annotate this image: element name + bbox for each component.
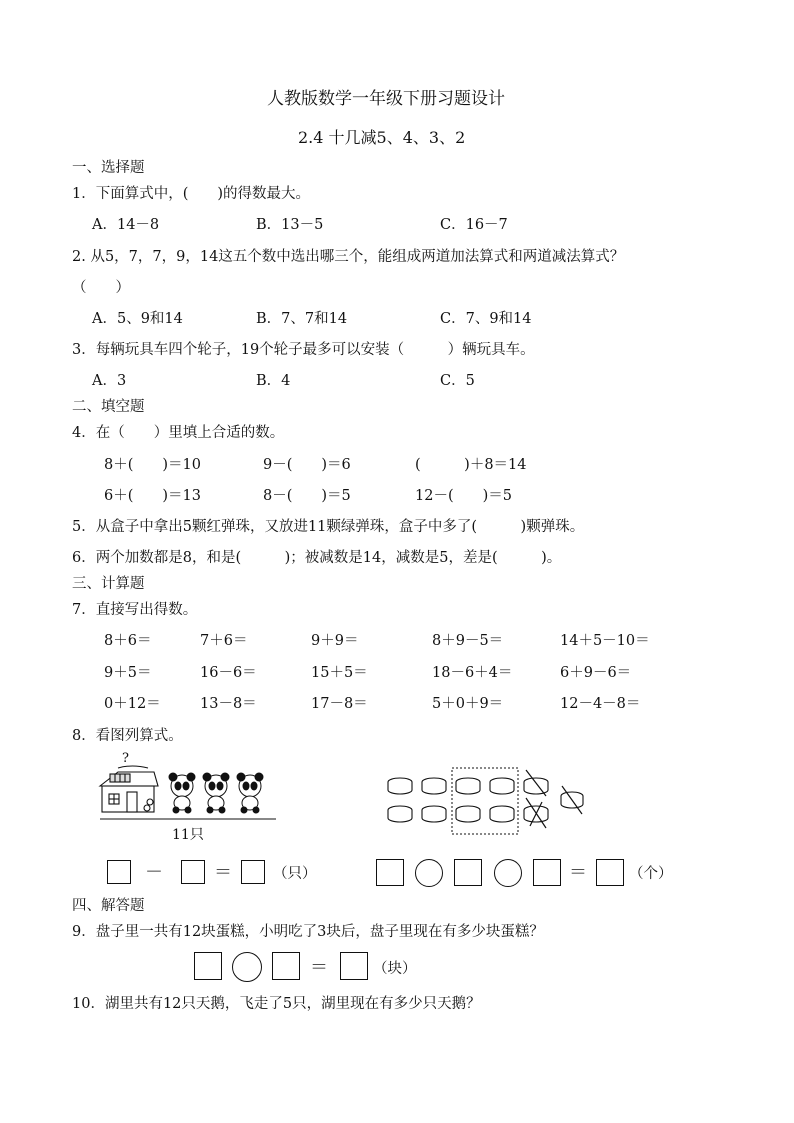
question-6-stem: 6．两个加数都是8，和是( )；被减数是14，减数是5，差是( )。 [72,550,562,566]
total-count-label: 11只 [172,827,204,843]
calc-item: 8＋9－5＝ [432,633,504,649]
panda-icon [237,773,263,813]
equals-sign: ＝ [214,862,232,883]
calc-item: 14＋5－10＝ [560,633,650,649]
calc-item: 5＋0＋9＝ [432,696,504,712]
cake-icon [456,778,480,794]
section-heading-solve: 四、解答题 [72,898,145,914]
answer-box[interactable] [241,860,265,884]
fill-expression: 9－( )＝6 [263,457,351,473]
minus-sign: － [145,862,163,883]
calc-item: 13－8＝ [200,696,257,712]
dotted-group-box [452,768,518,834]
question-4-stem: 4．在（ ）里填上合适的数。 [72,425,285,441]
section-heading-choice: 一、选择题 [72,160,145,176]
page-title: 人教版数学一年级下册习题设计 [267,89,505,109]
unit-label: （块） [373,961,417,977]
operator-circle[interactable] [232,952,262,982]
question-1-option-a: A．14－8 [92,217,160,233]
answer-box[interactable] [533,859,561,886]
section-heading-calc: 三、计算题 [72,576,145,592]
equals-sign: ＝ [310,957,328,978]
cake-icon [456,806,480,822]
question-10-stem: 10．湖里共有12只天鹅，飞走了5只，湖里现在有多少只天鹅？ [72,996,481,1012]
fill-expression: 8＋( )＝10 [104,457,201,473]
question-2-option-c: C．7、9和14 [440,311,532,327]
house-icon [100,772,158,812]
question-7-stem: 7．直接写出得数。 [72,602,198,618]
cake-icon [524,778,548,794]
question-2-answer-paren: （ ） [72,280,130,296]
question-3-stem: 3．每辆玩具车四个轮子，19个轮子最多可以安装（ ）辆玩具车。 [72,342,535,358]
question-2-option-b: B．7、7和14 [256,311,348,327]
question-3-option-a: A．3 [92,373,127,389]
cake-icon [490,778,514,794]
calc-item: 12－4－8＝ [560,696,641,712]
cake-icon [422,806,446,822]
calc-item: 7＋6＝ [200,633,248,649]
page-subtitle: 2.4 十几减5、4、3、2 [298,128,466,147]
house-and-pandas-illustration [98,764,278,826]
fill-expression: 12－( )＝5 [415,488,512,504]
calc-item: 8＋6＝ [104,633,152,649]
panda-icon [203,773,229,813]
answer-box[interactable] [181,860,205,884]
answer-box[interactable] [107,860,131,884]
question-5-stem: 5．从盒子中拿出5颗红弹珠，又放进11颗绿弹珠，盒子中多了( )颗弹珠。 [72,519,585,535]
question-mark-label: ? [122,751,129,766]
cakes-illustration [384,764,594,836]
question-1-option-b: B．13－5 [256,217,324,233]
fill-expression: 6＋( )＝13 [104,488,201,504]
cake-icon [422,778,446,794]
calc-item: 15＋5＝ [311,665,368,681]
question-1-option-c: C．16－7 [440,217,508,233]
question-2-stem: 2. 从5，7，7，9，14这五个数中选出哪三个，能组成两道加法算式和两道减法算式？ [72,249,625,265]
calc-item: 18－6＋4＝ [432,665,513,681]
answer-box[interactable] [194,952,222,980]
question-3-option-c: C．5 [440,373,475,389]
section-heading-fill: 二、填空题 [72,399,145,415]
operator-circle[interactable] [494,859,522,887]
operator-circle[interactable] [415,859,443,887]
question-8-stem: 8．看图列算式。 [72,728,183,744]
panda-icon [169,773,195,813]
calc-item: 17－8＝ [311,696,368,712]
question-9-stem: 9．盘子里一共有12块蛋糕，小明吃了3块后，盘子里现在有多少块蛋糕？ [72,924,544,940]
answer-box[interactable] [454,859,482,886]
equals-sign: ＝ [569,862,587,883]
question-2-option-a: A．5、9和14 [92,311,183,327]
answer-box[interactable] [272,952,300,980]
calc-item: 16－6＝ [200,665,257,681]
fill-expression: 8－( )＝5 [263,488,351,504]
calc-item: 6＋9－6＝ [560,665,632,681]
cake-icon [490,806,514,822]
answer-box[interactable] [340,952,368,980]
calc-item: 9＋9＝ [311,633,359,649]
calc-item: 0＋12＝ [104,696,161,712]
fill-expression: ( )＋8＝14 [415,457,527,473]
cake-icon [388,806,412,822]
calc-item: 9＋5＝ [104,665,152,681]
answer-box[interactable] [596,859,624,886]
unit-label: （只） [273,866,317,882]
cake-icon [388,778,412,794]
question-1-stem: 1．下面算式中，( )的得数最大。 [72,186,311,202]
unit-label: （个） [629,866,673,882]
answer-box[interactable] [376,859,404,886]
question-3-option-b: B．4 [256,373,291,389]
